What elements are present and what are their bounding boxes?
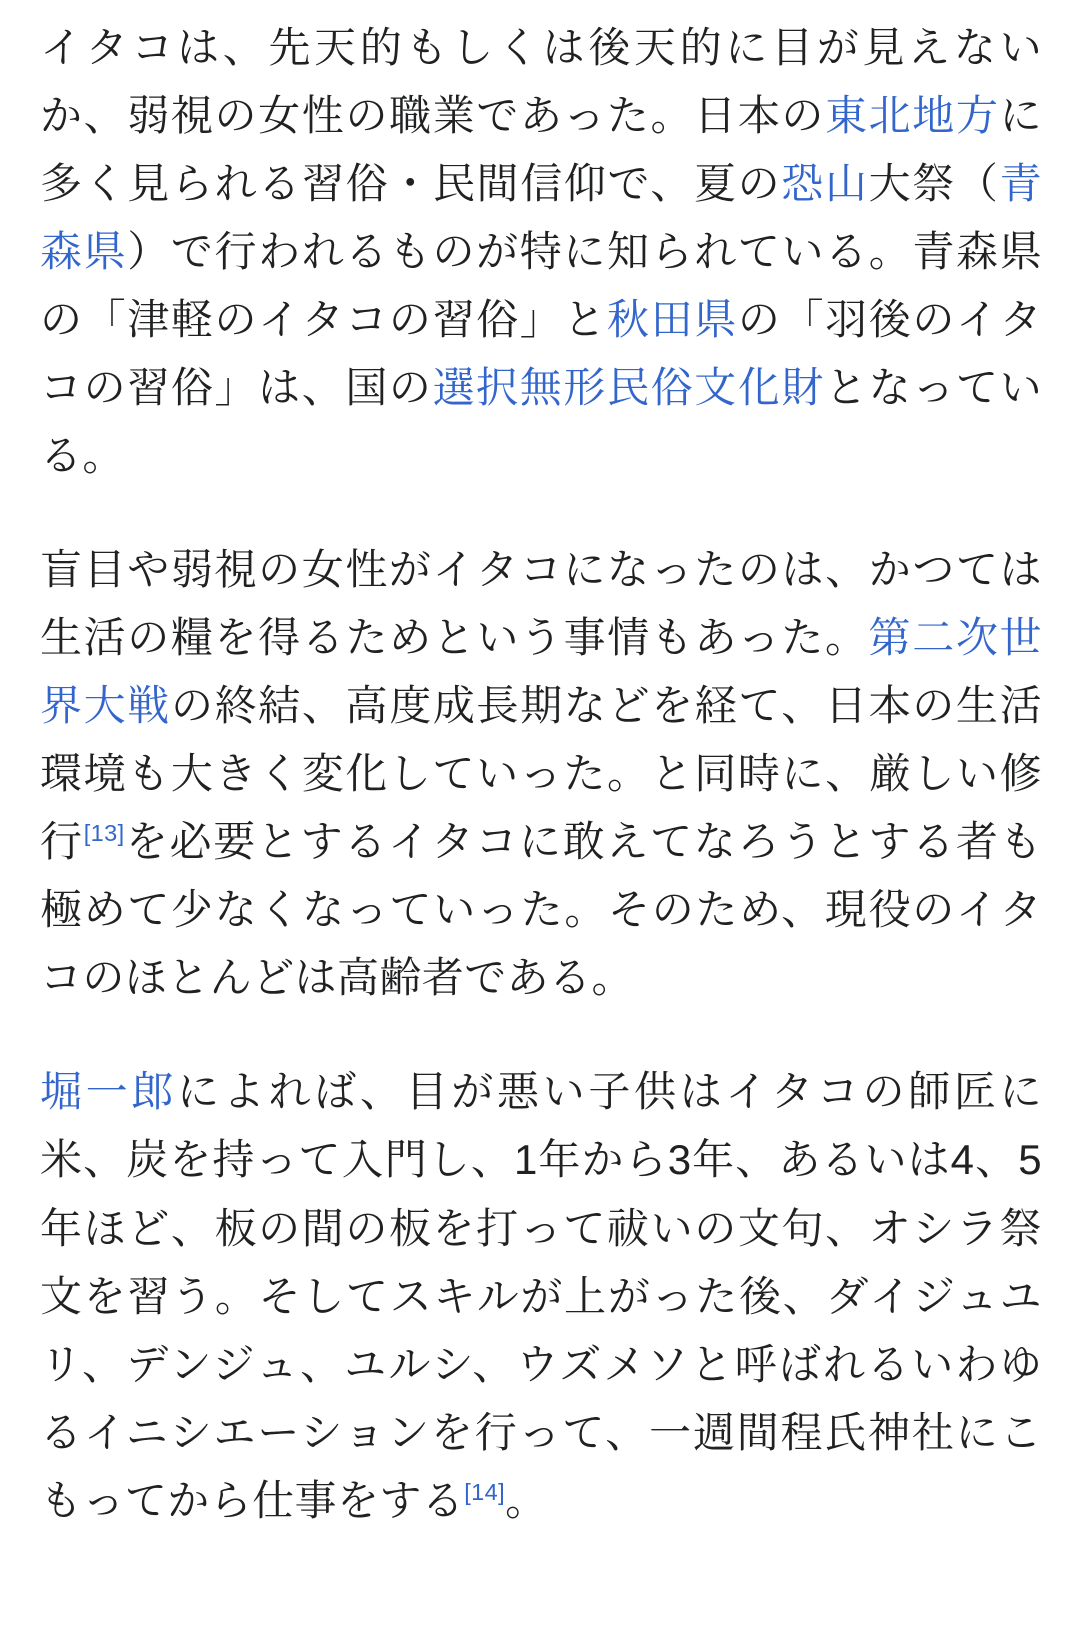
article-text: 盲目や弱視の女性がイタコになったのは、かつては生活の糧を得るためという事情もあった。 bbox=[40, 546, 1042, 662]
article-text: によれば、目が悪い子供はイタコの師匠に米、炭を持って入門し、1年から3年、あるいは4、5年ほど、板の間の板を打って祓いの文句、オシラ祭文を習う。そしてスキルが上がった後、ダイジュユリ、デンジュ、ユルシ、ウズメソと呼ばれるいわゆるイニシエーションを行って、一週間程氏神社にこもってから仕事をする bbox=[40, 1068, 1043, 1524]
article-text: 大祭（ bbox=[868, 160, 1000, 208]
article-text: イタコは、先天的もしくは後天的に目が見えないか、弱視の女性の職業であった。日本の bbox=[40, 24, 1042, 140]
paragraph-1 bbox=[40, 0, 1042, 490]
article-link[interactable]: 東北地方 bbox=[825, 92, 1000, 140]
article-text: を必要とするイタコに敢えてなろうとする者も極めて少なくなっていった。そのため、現役のイタコのほとんどは高齢者である。 bbox=[40, 818, 1042, 1002]
article-text: の終結、高度成長期などを経て、日本の生活環境も大きく変化していった。と同時に、厳しい修行 bbox=[40, 682, 1042, 866]
article-link[interactable]: 選択無形民俗文化財 bbox=[432, 364, 826, 412]
reference-marker[interactable] bbox=[84, 820, 125, 846]
article-link[interactable]: 第二次世界大戦 bbox=[40, 614, 1043, 730]
article-link[interactable]: 秋田県 bbox=[607, 296, 738, 344]
article-text: に多く見られる習俗・民間信仰で、夏の bbox=[40, 92, 1042, 208]
reference-marker[interactable] bbox=[464, 1479, 505, 1505]
article-text: ）で行われるものが特に知られている。青森県の「津軽のイタコの習俗」と bbox=[40, 228, 1042, 344]
article-link[interactable]: 恐山 bbox=[781, 160, 869, 208]
article-text: 。 bbox=[505, 1476, 548, 1524]
article-link[interactable]: 堀一郎 bbox=[40, 1068, 178, 1116]
article-text: となっている。 bbox=[40, 364, 1043, 480]
paragraph-3 bbox=[40, 1058, 1042, 1534]
reference-link[interactable]: [14] bbox=[464, 1478, 506, 1505]
article-text: の「羽後のイタコの習俗」は、国の bbox=[40, 296, 1042, 412]
reference-link[interactable]: [13] bbox=[83, 820, 125, 847]
article-link[interactable]: 青森県 bbox=[40, 160, 1042, 276]
paragraph-2 bbox=[40, 536, 1042, 1012]
